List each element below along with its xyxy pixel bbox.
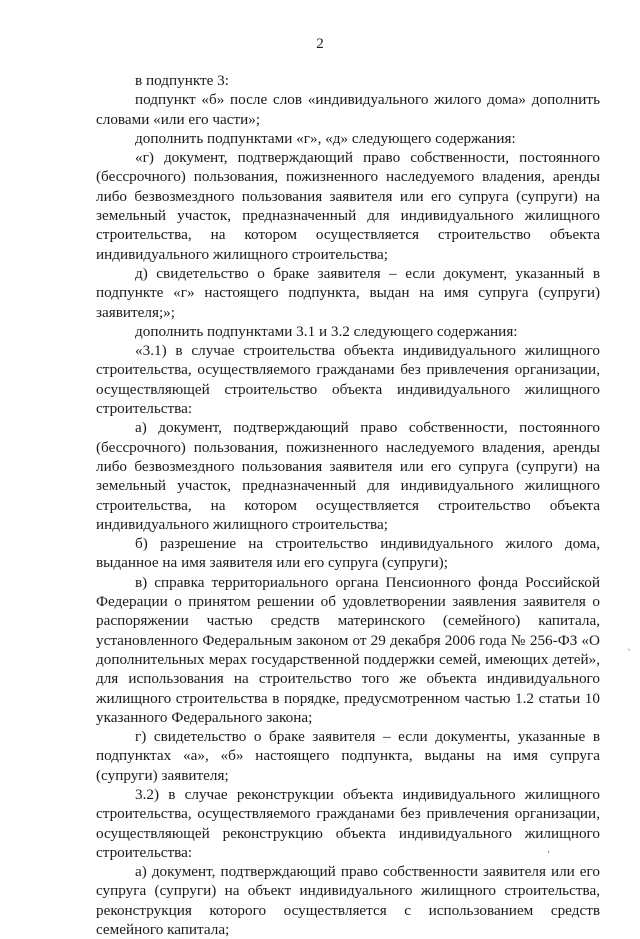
document-body xyxy=(96,71,600,939)
scan-speck: ʼ xyxy=(547,850,551,861)
paragraph-add-3-1-3-2-intro: дополнить подпунктами 3.1 и 3.2 следующего содержания: xyxy=(135,322,518,340)
paragraph-item-g: «г) документ, подтверждающий право собственности, постоянного (бессрочного) пользования, пожизненного наследуемого владения, аренды либо безвозмездного пользования заявителя или его супруга (супруги) на земельный участок, предназначенный для индивидуального жилищного строительства, на котором осуществляется строительство объекта индивидуального жилищного строительства; xyxy=(96,149,600,263)
paragraph-item-3-2-a: а) документ, подтверждающий право собственности заявителя или его супруга (супруги) на объект индивидуального жилищного строительства, реконструкция которого осуществляется с использованием средств семейного капитала; xyxy=(96,863,600,939)
paragraph-item-3-1-v: в) справка территориального органа Пенсионного фонда Российской Федерации о принятом решении об удовлетворении заявления заявителя о распоряжении частью средств материнского (семейного) капитала, установленного Федеральным законом от 29 декабря 2006 года № 256-ФЗ «О дополнительных мерах государственной поддержки семей, имеющих детей», для использования на строительство того же объекта индивидуального жилищного строительства в порядке, предусмотренном частью 1.2 статьи 10 указанного Федерального закона; xyxy=(96,573,600,726)
paragraph-add-g-d-intro: дополнить подпунктами «г», «д» следующего содержания: xyxy=(135,129,516,147)
paragraph-item-3-2: 3.2) в случае реконструкции объекта индивидуального жилищного строительства, осуществляемого гражданами без привлечения организации, осуществляющей реконструкцию объекта индивидуального жилищного строительства: xyxy=(96,785,600,861)
paragraph-item-3-1-a: а) документ, подтверждающий право собственности, постоянного (бессрочного) пользования, пожизненного наследуемого владения, аренды либо безвозмездного пользования заявителя или его супруга (супруги) на земельный участок, предназначенный для индивидуального жилищного строительства, на котором осуществляется строительство объекта индивидуального жилищного строительства; xyxy=(96,419,600,533)
paragraph-item-d: д) свидетельство о браке заявителя – если документ, указанный в подпункте «г» настоящего подпункта, выдан на имя супруга (супруги) заявителя;»; xyxy=(96,264,600,321)
scan-speck: ˎ xyxy=(627,640,632,651)
paragraph-subpoint-3-intro: в подпункте 3: xyxy=(135,72,229,89)
paragraph-item-3-1-g: г) свидетельство о браке заявителя – если документы, указанные в подпунктах «а», «б» настоящего подпункта, выданы на имя супруга (супруги) заявителя; xyxy=(96,728,600,784)
paragraph-subpoint-b-amendment: подпункт «б» после слов «индивидуального жилого дома» дополнить словами «или его части»; xyxy=(96,91,600,128)
paragraph-item-3-1: «3.1) в случае строительства объекта индивидуального жилищного строительства, осуществляемого гражданами без привлечения организации, осуществляющей строительство объекта индивидуального жилищного строительства: xyxy=(96,342,600,418)
paragraph-item-3-1-b: б) разрешение на строительство индивидуального жилого дома, выданное на имя заявителя или его супруга (супруги); xyxy=(96,535,600,572)
page-number: 2 xyxy=(316,36,324,52)
